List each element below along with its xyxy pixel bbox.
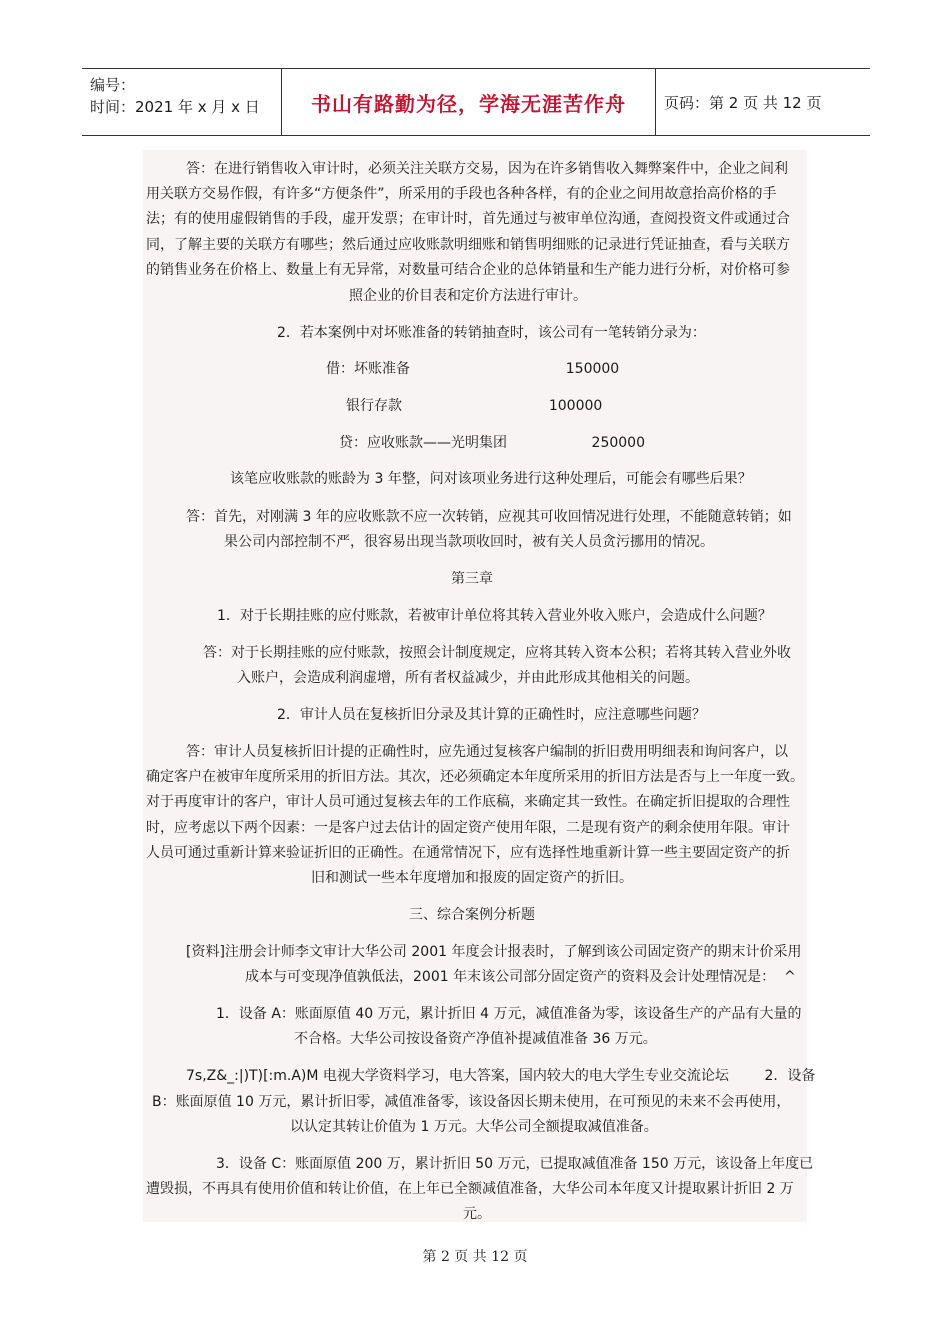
paragraph-line: 法；有的使用虚假销售的手段，虚开发票；在审计时，首先通过与被审单位沟通，查阅投资文件或通过合 — [146, 211, 790, 227]
page-header — [82, 68, 870, 136]
paragraph-line: 成本与可变现净值孰低法，2001 年末该公司部分固定资产的资料及会计处理情况是： ^ — [245, 969, 796, 985]
journal-entry-line: 贷：应收账款——光明集团 250000 — [339, 435, 645, 451]
paragraph-line: 对于再度审计的客户，审计人员可通过复核去年的工作底稿，来确定其一致性。在确定折旧提取的合理性 — [146, 794, 790, 810]
code-label: 编号： — [90, 76, 136, 94]
header-bottom-rule — [82, 135, 870, 136]
paragraph-line: 不合格。大华公司按设备资产净值补提减值准备 36 万元。 — [294, 1031, 657, 1047]
section-heading: 三、综合案例分析题 — [409, 907, 535, 923]
paragraph-line: 确定客户在被审年度所采用的折旧方法。其次，还必须确定本年度所采用的折旧方法是否与上一年度一致。 — [146, 769, 804, 785]
paragraph-line: 答：在进行销售收入审计时，必须关注关联方交易，因为在许多销售收入舞弊案件中，企业之间利 — [186, 161, 788, 177]
paragraph-line: 1．设备 A：账面原值 40 万元，累计折旧 4 万元，减值准备为零，该设备生产的产品有大量的 — [216, 1006, 802, 1022]
paragraph-line: 人员可通过重新计算来验证折旧的正确性。在通常情况下，应有选择性地重新计算一些主要固定资产的折 — [146, 845, 790, 861]
question-line: 该笔应收账款的账龄为 3 年整，问对该项业务进行这种处理后，可能会有哪些后果？ — [230, 471, 752, 487]
paragraph-line: 的销售业务在价格上、数量上有无异常，对数量可结合企业的总体销量和生产能力进行分析，对价格可参 — [146, 262, 790, 278]
chapter-heading: 第三章 — [451, 571, 493, 587]
date-label: 时间：2021 年 x 月 x 日 — [90, 98, 260, 116]
paragraph-line: 时，应考虑以下两个因素：一是客户过去估计的固定资产使用年限，二是现有资产的剩余使用年限。审计 — [146, 820, 790, 836]
question-line: 2．若本案例中对坏账准备的转销抽查时，该公司有一笔转销分录为： — [277, 325, 706, 341]
paragraph-line: 7s,Z&_:|)T)[:m.A)M 电视大学资料学习，电大答案，国内较大的电大学生专业交流论坛 2．设备 — [186, 1068, 816, 1084]
journal-entry-line: 借：坏账准备 150000 — [326, 361, 620, 377]
header-page-info: 页码：第 2 页 共 12 页 — [664, 93, 822, 112]
paragraph-line: 入账户，会造成利润虚增，所有者权益减少，并由此形成其他相关的问题。 — [237, 670, 699, 686]
paragraph-line: 以认定其转让价值为 1 万元。大华公司全额提取减值准备。 — [290, 1119, 658, 1135]
paragraph-line: 答：审计人员复核折旧计提的正确性时，应先通过复核客户编制的折旧费用明细表和询问客户，以 — [186, 744, 788, 760]
paragraph-line: 旧和测试一些本年度增加和报废的固定资产的折旧。 — [311, 870, 633, 886]
paragraph-line: B：账面原值 10 万元，累计折旧零，减值准备零，该设备因长期未使用，在可预见的未来不会再使用， — [152, 1094, 791, 1110]
paragraph-line: 同，了解主要的关联方有哪些；然后通过应收账款明细账和销售明细账的记录进行凭证抽查，看与关联方 — [146, 237, 790, 253]
paragraph-line: 答：首先，对刚满 3 年的应收账款不应一次转销，应视其可收回情况进行处理，不能随意转销；如 — [186, 509, 792, 525]
paragraph-line: 用关联方交易作假，有许多“方便条件”，所采用的手段也各种各样，有的企业之间用故意抬高价格的手 — [146, 186, 777, 202]
paragraph-line: 元。 — [463, 1206, 491, 1222]
paragraph-line: 遭毁损，不再具有使用价值和转让价值，在上年已全额减值准备，大华公司本年度又计提取累计折旧 2 万 — [146, 1181, 794, 1197]
paragraph-line: 3．设备 C：账面原值 200 万，累计折旧 50 万元，已提取减值准备 150 万元，该设备上年度已 — [216, 1156, 814, 1172]
header-motto: 书山有路勤为径，学海无涯苦作舟 — [282, 68, 656, 136]
paragraph-line: 答：对于长期挂账的应付账款，按照会计制度规定，应将其转入资本公积；若将其转入营业外收 — [203, 645, 791, 661]
paragraph-line: [资料]注册会计师李文审计大华公司 2001 年度会计报表时，了解到该公司固定资产的期末计价采用 — [186, 944, 802, 960]
paragraph-line: 照企业的价目表和定价方法进行审计。 — [349, 288, 587, 304]
question-line: 1．对于长期挂账的应付账款，若被审计单位将其转入营业外收入账户，会造成什么问题？ — [217, 608, 772, 624]
journal-entry-line: 银行存款 100000 — [346, 398, 603, 414]
header-meta — [82, 68, 282, 136]
page-footer: 第 2 页 共 12 页 — [422, 1249, 528, 1265]
paragraph-line: 果公司内部控制不严，很容易出现当款项收回时，被有关人员贪污挪用的情况。 — [224, 534, 714, 550]
question-line: 2．审计人员在复核折旧分录及其计算的正确性时，应注意哪些问题？ — [277, 707, 706, 723]
